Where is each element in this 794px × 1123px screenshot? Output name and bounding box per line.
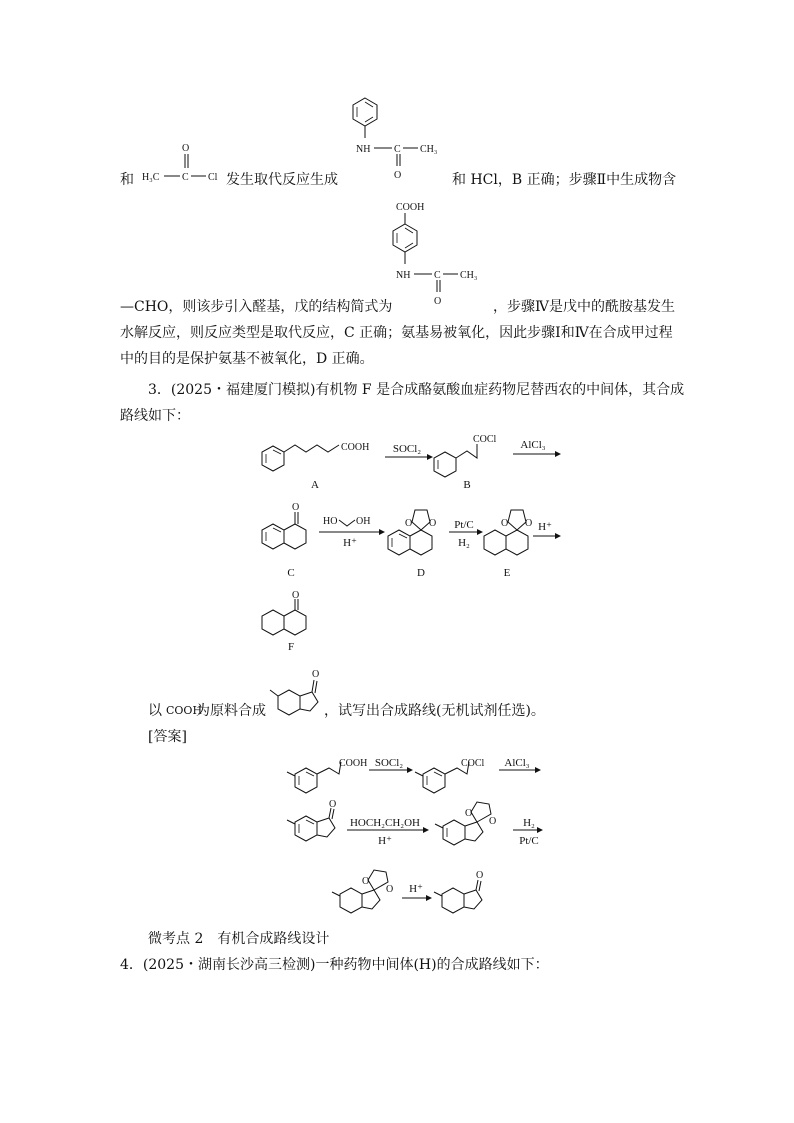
product-structure [388, 194, 498, 312]
svg-text:COCl: COCl [461, 758, 485, 769]
svg-text:CH₃: CH₃ [420, 144, 438, 155]
svg-text:AlCl₃: AlCl₃ [520, 439, 546, 451]
svg-text:O: O [525, 518, 533, 529]
svg-text:NH: NH [356, 144, 371, 155]
svg-text:O: O [329, 799, 337, 810]
svg-text:C: C [182, 172, 189, 183]
svg-text:Pt/C: Pt/C [454, 519, 474, 531]
target-structure [268, 662, 324, 718]
svg-text:H₂: H₂ [458, 537, 470, 549]
svg-text:C: C [394, 144, 401, 155]
label-a: A [311, 479, 319, 491]
svg-text:H⁺: H⁺ [538, 521, 552, 533]
svg-text:O: O [405, 518, 413, 529]
svg-text:O: O [386, 884, 394, 895]
svg-text:O: O [312, 669, 320, 680]
label-c: C [287, 567, 295, 579]
svg-text:SOCl₂: SOCl₂ [392, 443, 422, 455]
micro-heading: 微考点 2 有机合成路线设计 [148, 931, 330, 947]
para1-mid: 发生取代反应生成 [226, 172, 338, 188]
svg-text:O: O [501, 518, 509, 529]
answer-row3 [330, 864, 530, 922]
scheme1-row3 [255, 590, 335, 652]
svg-text:H₂: H₂ [523, 817, 535, 829]
para2-line3: 中的目的是保护氨基不被氧化，D 正确。 [120, 351, 374, 367]
svg-text:H⁺: H⁺ [378, 835, 392, 847]
svg-text:O: O [394, 170, 402, 181]
answer-label: [答案] [148, 729, 187, 745]
svg-text:CH₃: CH₃ [460, 270, 478, 281]
svg-text:AlCl₃: AlCl₃ [504, 757, 530, 769]
label-d: D [417, 567, 425, 579]
svg-text:Cl: Cl [208, 172, 218, 183]
label-e: E [503, 567, 511, 579]
answer-row2 [285, 798, 545, 858]
svg-text:HOCH₂CH₂OH: HOCH₂CH₂OH [349, 817, 421, 829]
svg-text:H⁺: H⁺ [343, 537, 357, 549]
svg-text:NH: NH [396, 270, 411, 281]
para2-line1-start: —CHO，则该步引入醛基，戊的结构简式为 [120, 299, 393, 315]
svg-text:O: O [476, 870, 484, 881]
scheme1-row1 [255, 432, 565, 492]
svg-text:COOH: COOH [339, 758, 368, 769]
svg-text:O: O [429, 518, 437, 529]
task-mid: 为原料合成 [196, 703, 266, 719]
svg-text:H₃C: H₃C [142, 172, 160, 183]
acetanilide-structure [340, 92, 450, 192]
svg-text:C: C [434, 270, 441, 281]
para1-tail: 和 HCl，B 正确；步骤Ⅱ中生成物含 [452, 172, 677, 188]
svg-text:O: O [292, 502, 300, 513]
para2-line2: 水解反应，则反应类型是取代反应，C 正确；氨基易被氧化，因此步骤Ⅰ和Ⅳ在合成甲过程 [120, 325, 673, 341]
acetyl-chloride-structure [138, 138, 222, 188]
q4-line: 4．(2025・湖南长沙高三检测)一种药物中间体(H)的合成路线如下： [120, 957, 549, 973]
label-f: F [287, 641, 295, 652]
answer-row1 [285, 750, 545, 796]
task-start: 以 [148, 703, 162, 719]
svg-text:O: O [489, 816, 497, 827]
svg-text:H⁺: H⁺ [409, 883, 423, 895]
q3-line2: 路线如下： [120, 408, 190, 424]
svg-text:O: O [434, 296, 442, 307]
svg-text:OH: OH [356, 516, 371, 527]
svg-text:COOH: COOH [396, 202, 425, 213]
svg-text:Pt/C: Pt/C [519, 835, 539, 847]
svg-text:SOCl₂: SOCl₂ [374, 757, 404, 769]
svg-text:O: O [465, 808, 473, 819]
svg-text:O: O [292, 590, 300, 601]
svg-text:COCl: COCl [473, 434, 497, 445]
scheme1-row2 [255, 500, 565, 588]
svg-text:HO: HO [323, 516, 338, 527]
svg-text:O: O [182, 143, 190, 154]
para2-line1-end: ，步骤Ⅳ是戊中的酰胺基发生 [493, 299, 675, 315]
svg-text:O: O [362, 876, 370, 887]
task-cooh: COOH [166, 704, 203, 717]
svg-text:COOH: COOH [341, 442, 370, 453]
q3-line1: 3．(2025・福建厦门模拟)有机物 F 是合成酪氨酸血症药物尼替西农的中间体，其合成 [148, 382, 685, 398]
task-end: ，试写出合成路线(无机试剂任选)。 [324, 703, 545, 719]
label-b: B [463, 479, 471, 491]
para1-lead: 和 [120, 172, 134, 188]
